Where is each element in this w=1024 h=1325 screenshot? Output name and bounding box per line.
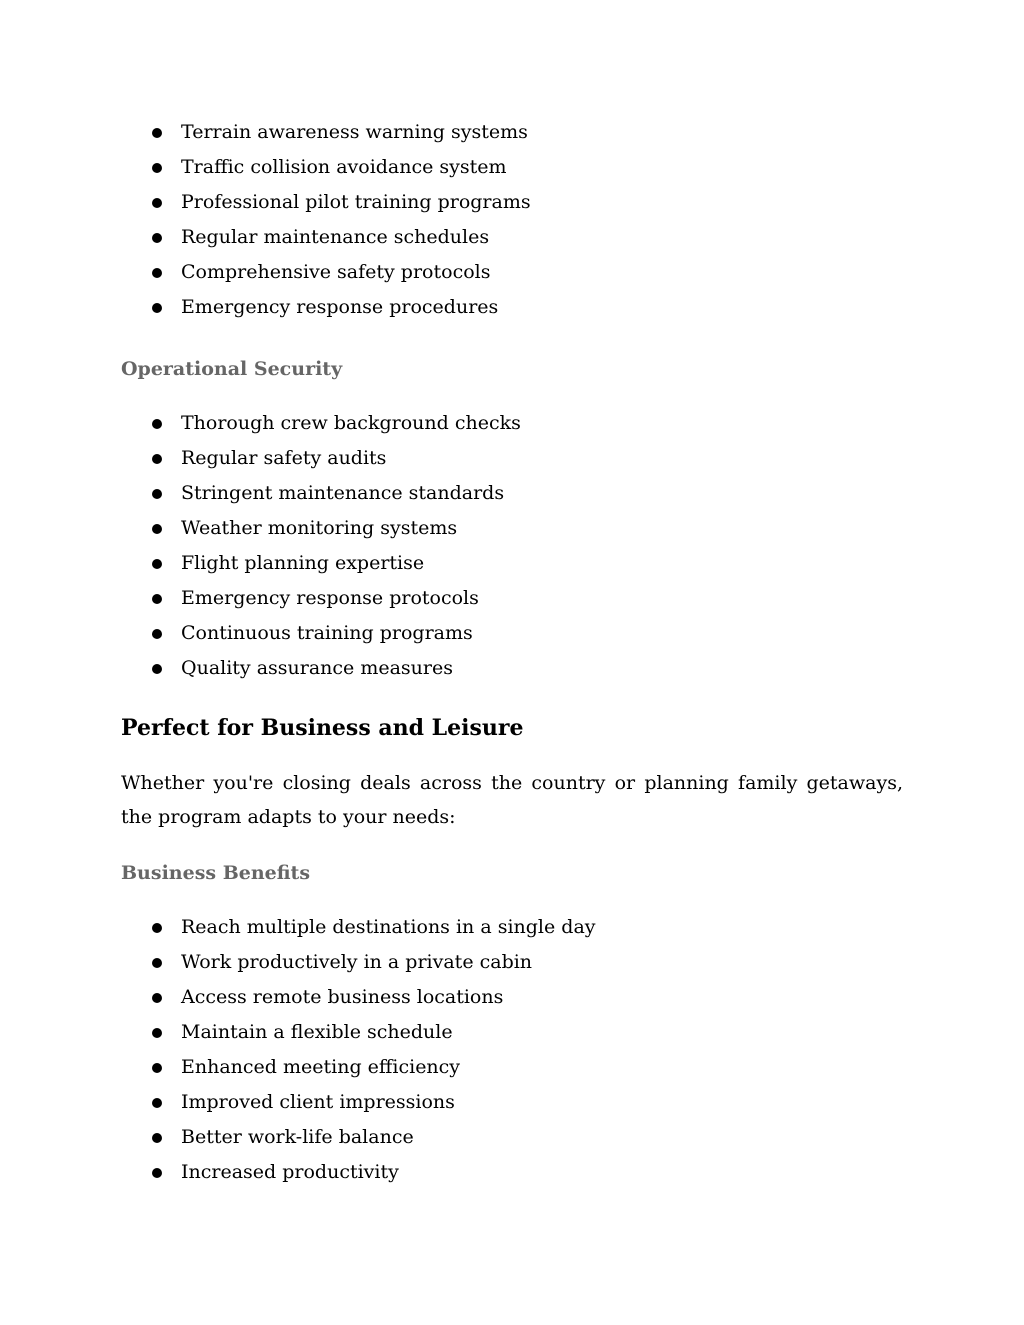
- list-item: [121, 1120, 903, 1155]
- list-item-text: Increased productivity: [181, 1161, 399, 1183]
- list-item: [121, 910, 903, 945]
- list-item-text: Comprehensive safety protocols: [181, 261, 491, 283]
- business-leisure-heading: Perfect for Business and Leisure: [121, 715, 524, 741]
- bullet-icon: [152, 489, 162, 499]
- bullet-icon: [152, 524, 162, 534]
- list-item: [121, 1050, 903, 1085]
- list-item-text: Quality assurance measures: [181, 657, 453, 679]
- list-item: [121, 651, 903, 686]
- bullet-icon: [152, 198, 162, 208]
- bullet-icon: [152, 303, 162, 313]
- bullet-icon: [152, 1168, 162, 1178]
- bullet-icon: [152, 1133, 162, 1143]
- list-item-text: Regular safety audits: [181, 447, 387, 469]
- bullet-icon: [152, 958, 162, 968]
- bullet-icon: [152, 268, 162, 278]
- bullet-icon: [152, 1063, 162, 1073]
- list-item-text: Improved client impressions: [181, 1091, 455, 1113]
- bullet-icon: [152, 1028, 162, 1038]
- bullet-icon: [152, 629, 162, 639]
- list-item-text: Maintain a flexible schedule: [181, 1021, 453, 1043]
- list-item: [121, 1155, 903, 1190]
- list-item-text: Stringent maintenance standards: [181, 482, 505, 504]
- bullet-icon: [152, 594, 162, 604]
- list-item-text: Better work-life balance: [181, 1126, 414, 1148]
- list-item-text: Weather monitoring systems: [181, 517, 458, 539]
- list-item-text: Access remote business locations: [181, 986, 504, 1008]
- bullet-icon: [152, 454, 162, 464]
- bullet-icon: [152, 163, 162, 173]
- list-item: [121, 476, 903, 511]
- bullet-icon: [152, 233, 162, 243]
- list-item: [121, 290, 903, 325]
- list-item-text: Emergency response protocols: [181, 587, 479, 609]
- list-item: [121, 220, 903, 255]
- bullet-icon: [152, 1098, 162, 1108]
- list-item-text: Reach multiple destinations in a single day: [181, 916, 596, 938]
- business-benefits-list: [121, 910, 903, 1190]
- operational-security-list: [121, 406, 903, 686]
- list-item: [121, 616, 903, 651]
- bullet-icon: [152, 664, 162, 674]
- bullet-icon: [152, 128, 162, 138]
- list-item: [121, 581, 903, 616]
- list-item: [121, 945, 903, 980]
- list-item: [121, 980, 903, 1015]
- business-benefits-heading: Business Benefits: [121, 862, 311, 884]
- list-item-text: Emergency response procedures: [181, 296, 499, 318]
- list-item: [121, 1015, 903, 1050]
- list-item: [121, 185, 903, 220]
- list-item-text: Traffic collision avoidance system: [181, 156, 507, 178]
- list-item: [121, 1085, 903, 1120]
- bullet-icon: [152, 559, 162, 569]
- list-item-text: Professional pilot training programs: [181, 191, 531, 213]
- list-item: [121, 546, 903, 581]
- bullet-icon: [152, 419, 162, 429]
- list-item-text: Work productively in a private cabin: [181, 951, 533, 973]
- list-item: [121, 115, 903, 150]
- list-item: [121, 406, 903, 441]
- business-leisure-paragraph: Whether you're closing deals across the country or planning family getaways, the program adapts to your needs:: [121, 772, 903, 828]
- bullet-icon: [152, 993, 162, 1003]
- document-page: [121, 115, 903, 1190]
- operational-security-heading: Operational Security: [121, 358, 343, 380]
- list-item-text: Continuous training programs: [181, 622, 473, 644]
- list-item-text: Thorough crew background checks: [181, 412, 521, 434]
- list-item: [121, 255, 903, 290]
- list-item: [121, 511, 903, 546]
- list-item: [121, 150, 903, 185]
- list-item: [121, 441, 903, 476]
- safety-features-list: [121, 115, 903, 325]
- list-item-text: Enhanced meeting efficiency: [181, 1056, 461, 1078]
- bullet-icon: [152, 923, 162, 933]
- list-item-text: Terrain awareness warning systems: [181, 121, 528, 143]
- list-item-text: Regular maintenance schedules: [181, 226, 490, 248]
- list-item-text: Flight planning expertise: [181, 552, 425, 574]
